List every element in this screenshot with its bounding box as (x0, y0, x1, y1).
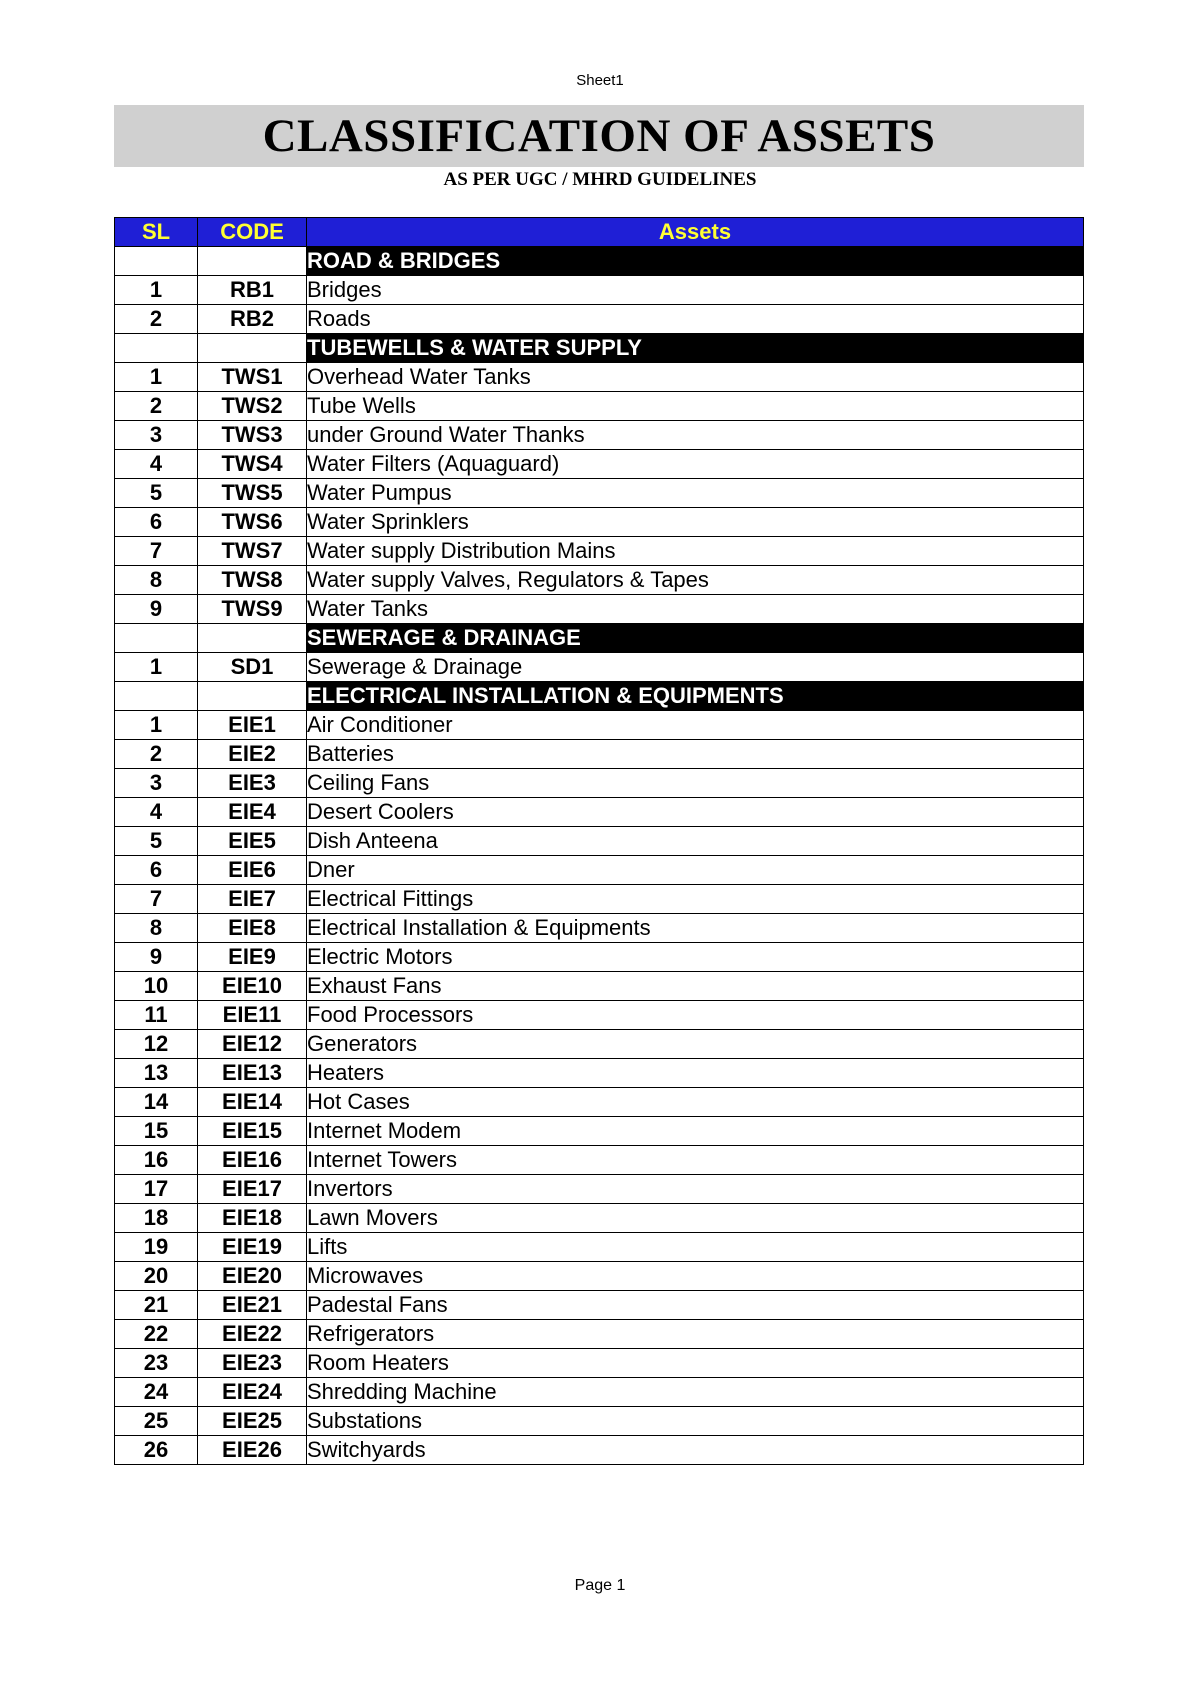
table-row (115, 1117, 1084, 1146)
table-row (115, 653, 1084, 682)
asset-name: under Ground Water Thanks (307, 421, 1084, 450)
asset-name: Padestal Fans (307, 1291, 1084, 1320)
asset-name: Electrical Installation & Equipments (307, 914, 1084, 943)
asset-name: Generators (307, 1030, 1084, 1059)
table-row (115, 1320, 1084, 1349)
code-cell: EIE8 (198, 914, 307, 943)
sl-cell: 20 (115, 1262, 198, 1291)
asset-name: Water supply Distribution Mains (307, 537, 1084, 566)
sl-cell: 10 (115, 972, 198, 1001)
asset-name: Room Heaters (307, 1349, 1084, 1378)
sl-cell: 2 (115, 740, 198, 769)
code-cell: TWS7 (198, 537, 307, 566)
code-cell: EIE20 (198, 1262, 307, 1291)
section-row (115, 682, 1084, 711)
sl-cell: 1 (115, 653, 198, 682)
sl-cell: 7 (115, 537, 198, 566)
table-row (115, 885, 1084, 914)
table-row (115, 798, 1084, 827)
code-cell: EIE13 (198, 1059, 307, 1088)
code-cell: EIE22 (198, 1320, 307, 1349)
sl-cell: 2 (115, 392, 198, 421)
table-row (115, 856, 1084, 885)
code-cell (198, 624, 307, 653)
table-row (115, 1349, 1084, 1378)
table-row (115, 1001, 1084, 1030)
code-cell: TWS9 (198, 595, 307, 624)
code-cell: TWS5 (198, 479, 307, 508)
asset-name: Invertors (307, 1175, 1084, 1204)
sl-cell: 1 (115, 711, 198, 740)
table-row (115, 1378, 1084, 1407)
table-row (115, 711, 1084, 740)
code-cell: TWS6 (198, 508, 307, 537)
assets-table (114, 217, 1084, 1465)
header-assets: Assets (307, 218, 1084, 247)
asset-name: Hot Cases (307, 1088, 1084, 1117)
asset-name: Heaters (307, 1059, 1084, 1088)
asset-name: Sewerage & Drainage (307, 653, 1084, 682)
code-cell: TWS1 (198, 363, 307, 392)
page-number: Page 1 (574, 1577, 626, 1594)
header-code: CODE (198, 218, 307, 247)
asset-name: Air Conditioner (307, 711, 1084, 740)
table-row (115, 943, 1084, 972)
table-row (115, 508, 1084, 537)
sl-cell: 5 (115, 827, 198, 856)
sl-cell (115, 334, 198, 363)
sl-cell: 8 (115, 914, 198, 943)
code-cell: EIE11 (198, 1001, 307, 1030)
header-sl: SL (115, 218, 198, 247)
table-row (115, 1059, 1084, 1088)
sl-cell: 3 (115, 421, 198, 450)
code-cell: EIE19 (198, 1233, 307, 1262)
sl-cell: 21 (115, 1291, 198, 1320)
asset-name: Water Pumpus (307, 479, 1084, 508)
code-cell: EIE25 (198, 1407, 307, 1436)
table-row (115, 479, 1084, 508)
sl-cell: 3 (115, 769, 198, 798)
code-cell: EIE7 (198, 885, 307, 914)
sl-cell: 1 (115, 276, 198, 305)
code-cell: RB1 (198, 276, 307, 305)
sl-cell: 7 (115, 885, 198, 914)
asset-name: Water supply Valves, Regulators & Tapes (307, 566, 1084, 595)
code-cell: EIE14 (198, 1088, 307, 1117)
code-cell: EIE9 (198, 943, 307, 972)
asset-name: Exhaust Fans (307, 972, 1084, 1001)
sl-cell: 23 (115, 1349, 198, 1378)
table-row (115, 305, 1084, 334)
sheet-name: Sheet1 (576, 72, 624, 89)
asset-name: Refrigerators (307, 1320, 1084, 1349)
section-row (115, 624, 1084, 653)
code-cell: TWS2 (198, 392, 307, 421)
table-row (115, 421, 1084, 450)
document-title: CLASSIFICATION OF ASSETS (262, 110, 936, 162)
table-row (115, 537, 1084, 566)
table-row (115, 1146, 1084, 1175)
table-row (115, 769, 1084, 798)
table-row (115, 1030, 1084, 1059)
table-row (115, 740, 1084, 769)
asset-name: Dner (307, 856, 1084, 885)
code-cell: EIE16 (198, 1146, 307, 1175)
code-cell: TWS8 (198, 566, 307, 595)
code-cell: RB2 (198, 305, 307, 334)
sl-cell: 17 (115, 1175, 198, 1204)
table-row (115, 827, 1084, 856)
code-cell: TWS4 (198, 450, 307, 479)
code-cell: EIE3 (198, 769, 307, 798)
code-cell: EIE2 (198, 740, 307, 769)
asset-name: Switchyards (307, 1436, 1084, 1465)
code-cell: EIE17 (198, 1175, 307, 1204)
sl-cell: 5 (115, 479, 198, 508)
sl-cell: 6 (115, 508, 198, 537)
asset-name: Batteries (307, 740, 1084, 769)
asset-name: Tube Wells (307, 392, 1084, 421)
table-row (115, 595, 1084, 624)
sl-cell: 14 (115, 1088, 198, 1117)
asset-name: Microwaves (307, 1262, 1084, 1291)
code-cell: EIE21 (198, 1291, 307, 1320)
table-row (115, 1291, 1084, 1320)
code-cell: EIE15 (198, 1117, 307, 1146)
table-row (115, 1175, 1084, 1204)
code-cell (198, 247, 307, 276)
code-cell: EIE6 (198, 856, 307, 885)
asset-name: Overhead Water Tanks (307, 363, 1084, 392)
table-row (115, 1407, 1084, 1436)
sl-cell: 16 (115, 1146, 198, 1175)
code-cell (198, 334, 307, 363)
sl-cell: 18 (115, 1204, 198, 1233)
code-cell: EIE5 (198, 827, 307, 856)
table-header-row (115, 218, 1084, 247)
table-row (115, 1436, 1084, 1465)
code-cell (198, 682, 307, 711)
asset-name: Shredding Machine (307, 1378, 1084, 1407)
table-row (115, 1233, 1084, 1262)
asset-name: Bridges (307, 276, 1084, 305)
asset-name: Ceiling Fans (307, 769, 1084, 798)
section-title: ROAD & BRIDGES (307, 247, 1084, 276)
code-cell: EIE18 (198, 1204, 307, 1233)
sl-cell: 13 (115, 1059, 198, 1088)
table-row (115, 914, 1084, 943)
section-title: SEWERAGE & DRAINAGE (307, 624, 1084, 653)
code-cell: EIE24 (198, 1378, 307, 1407)
code-cell: EIE4 (198, 798, 307, 827)
asset-name: Electrical Fittings (307, 885, 1084, 914)
sl-cell: 9 (115, 595, 198, 624)
sl-cell: 2 (115, 305, 198, 334)
sl-cell: 11 (115, 1001, 198, 1030)
sl-cell: 24 (115, 1378, 198, 1407)
table-body (115, 247, 1084, 1465)
sl-cell: 9 (115, 943, 198, 972)
code-cell: EIE23 (198, 1349, 307, 1378)
sl-cell: 8 (115, 566, 198, 595)
asset-name: Dish Anteena (307, 827, 1084, 856)
asset-name: Food Processors (307, 1001, 1084, 1030)
sl-cell (115, 682, 198, 711)
table-row (115, 1088, 1084, 1117)
table-row (115, 363, 1084, 392)
sl-cell: 1 (115, 363, 198, 392)
sl-cell: 4 (115, 798, 198, 827)
table-row (115, 450, 1084, 479)
asset-name: Roads (307, 305, 1084, 334)
sl-cell: 6 (115, 856, 198, 885)
section-row (115, 247, 1084, 276)
code-cell: TWS3 (198, 421, 307, 450)
document-subtitle: AS PER UGC / MHRD GUIDELINES (443, 169, 757, 190)
sl-cell: 12 (115, 1030, 198, 1059)
sl-cell (115, 247, 198, 276)
asset-name: Internet Modem (307, 1117, 1084, 1146)
asset-name: Desert Coolers (307, 798, 1084, 827)
code-cell: EIE12 (198, 1030, 307, 1059)
section-title: TUBEWELLS & WATER SUPPLY (307, 334, 1084, 363)
asset-name: Water Filters (Aquaguard) (307, 450, 1084, 479)
sl-cell: 25 (115, 1407, 198, 1436)
section-title: ELECTRICAL INSTALLATION & EQUIPMENTS (307, 682, 1084, 711)
code-cell: EIE10 (198, 972, 307, 1001)
code-cell: EIE26 (198, 1436, 307, 1465)
sl-cell (115, 624, 198, 653)
sl-cell: 15 (115, 1117, 198, 1146)
asset-name: Water Sprinklers (307, 508, 1084, 537)
asset-name: Substations (307, 1407, 1084, 1436)
sl-cell: 19 (115, 1233, 198, 1262)
code-cell: EIE1 (198, 711, 307, 740)
sl-cell: 26 (115, 1436, 198, 1465)
asset-name: Water Tanks (307, 595, 1084, 624)
asset-name: Lawn Movers (307, 1204, 1084, 1233)
sl-cell: 22 (115, 1320, 198, 1349)
asset-name: Electric Motors (307, 943, 1084, 972)
table-row (115, 392, 1084, 421)
asset-name: Internet Towers (307, 1146, 1084, 1175)
table-row (115, 972, 1084, 1001)
table-row (115, 276, 1084, 305)
table-row (115, 566, 1084, 595)
code-cell: SD1 (198, 653, 307, 682)
table-row (115, 1204, 1084, 1233)
table-row (115, 1262, 1084, 1291)
title-banner (114, 105, 1084, 167)
sl-cell: 4 (115, 450, 198, 479)
asset-name: Lifts (307, 1233, 1084, 1262)
section-row (115, 334, 1084, 363)
